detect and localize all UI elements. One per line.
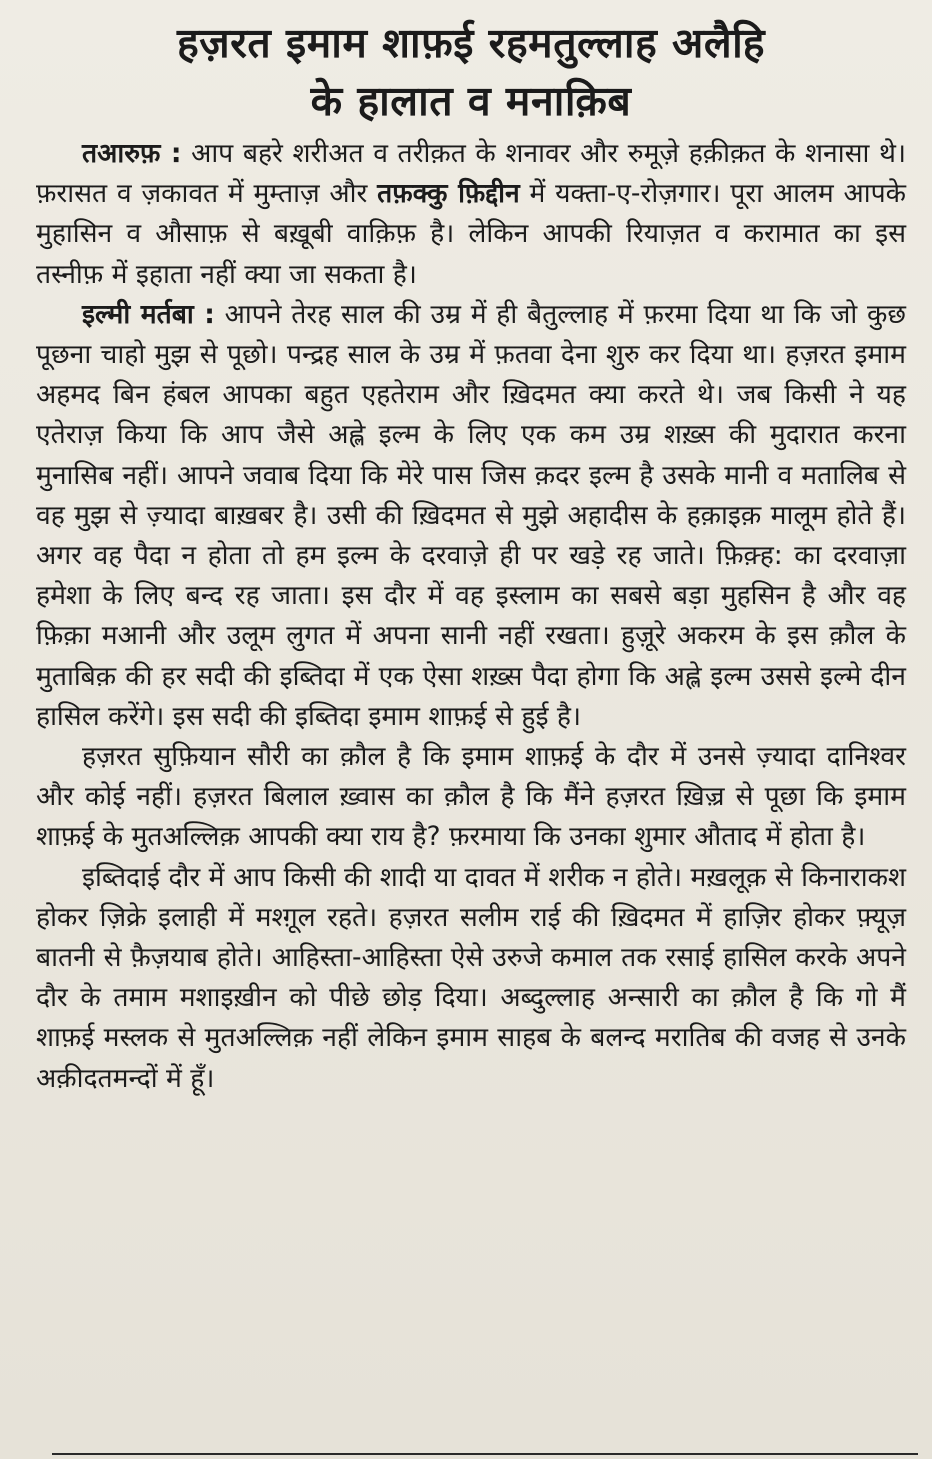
- paragraph-text: आपने तेरह साल की उम्र में ही बैतुल्लाह में फ़रमा दिया था कि जो कुछ पूछना चाहो मुझ से पूछो। पन्द्रह साल के उम्र में फ़तवा देना शुरु कर दिया था। हज़रत इमाम अहमद बिन हंबल आपका बहुत एहतेराम और ख़िदमत क्या करते थे। जब किसी ने यह एतेराज़ किया कि आप जैसे अह्ले इल्म के लिए एक कम उम्र शख़्स की मुदारात करना मुनासिब नहीं। आपने जवाब दिया कि मेरे पास जिस क़दर इल्म है उसके मानी व मतालिब से वह मुझ से ज़्यादा बाख़बर है। उसी की ख़िदमत से मुझे अहादीस के हक़ाइक़ मालूम होते हैं। अगर वह पैदा न होता तो हम इल्म के दरवाज़े ही पर खड़े रह जाते। फ़िक़्ह: का दरवाज़ा हमेशा के लिए बन्द रह जाता। इस दौर में वह इस्लाम का सबसे बड़ा मुहसिन है और वह फ़िक़ा मआनी और उलूम लुगत में अपना सानी नहीं रखता। हुज़ूरे अकरम के इस क़ौल के मुताबिक़ की हर सदी की इब्तिदा में एक ऐसा शख़्स पैदा होगा कि अह्ले इल्म उससे इल्मे दीन हासिल करेंगे। इस सदी की इब्तिदा इमाम शाफ़ई से हुई है।: [36, 298, 906, 732]
- bold-term: तफ़क्कु फ़िद्दीन: [377, 178, 520, 210]
- paragraph-introduction: [36, 134, 906, 295]
- paragraph-text: इब्तिदाई दौर में आप किसी की शादी या दावत में शरीक न होते। मख़लूक़ से किनाराकश होकर ज़िक्रे इलाही में मश्ग़ूल रहते। हज़रत सलीम राई की ख़िदमत में हाज़िर होकर फ़्यूज़ बातनी से फ़ैज़याब होते। आहिस्ता-आहिस्ता ऐसे उरुजे कमाल तक रसाई हासिल करके अपने दौर के तमाम मशाइख़ीन को पीछे छोड़ दिया। अब्दुल्लाह अन्सारी का क़ौल है कि गो मैं शाफ़ई मस्लक से मुतअल्लिक़ नहीं लेकिन इमाम साहब के बलन्द मरातिब की वजह से उनके अक़ीदतमन्दों में हूँ।: [36, 861, 906, 1094]
- paragraph-text: आप बहरे शरीअत व तरीक़त के शनावर और रुमूज़े हक़ीक़त के शनासा थे। फ़रासत व ज़कावत में मुम्ताज़ और: [36, 138, 906, 210]
- page-title: [36, 14, 906, 130]
- heading-scholarly-rank: इल्मी मर्तबा :: [82, 298, 215, 330]
- bottom-rule: [52, 1453, 918, 1455]
- title-line-2: के हालात व मनाक़िब: [310, 77, 632, 125]
- article-body: [36, 134, 906, 1099]
- heading-introduction: तआरुफ़ :: [82, 138, 182, 169]
- paragraph-early-period: [36, 858, 906, 1099]
- paragraph-scholarly-rank: [36, 295, 906, 737]
- title-line-1: हज़रत इमाम शाफ़ई रहमतुल्लाह अलैहि: [176, 19, 766, 67]
- paragraph-text: में यक्ता-ए-रोज़गार। पूरा आलम आपके मुहासिन व औसाफ़ से बख़ूबी वाक़िफ़ है। लेकिन आपकी रियाज़त व करामात का इस तस्नीफ़ में इहाता नहीं क्या जा सकता है।: [36, 178, 906, 290]
- paragraph-sufyan-sauri: [36, 737, 906, 858]
- paragraph-text: हज़रत सुफ़ियान सौरी का क़ौल है कि इमाम शाफ़ई के दौर में उनसे ज़्यादा दानिश्वर और कोई नहीं। हज़रत बिलाल ख़्वास का क़ौल है कि मैंने हज़रत ख़िज़्र से पूछा कि इमाम शाफ़ई के मुतअल्लिक़ आपकी क्या राय है? फ़रमाया कि उनका शुमार औताद में होता है।: [36, 741, 906, 853]
